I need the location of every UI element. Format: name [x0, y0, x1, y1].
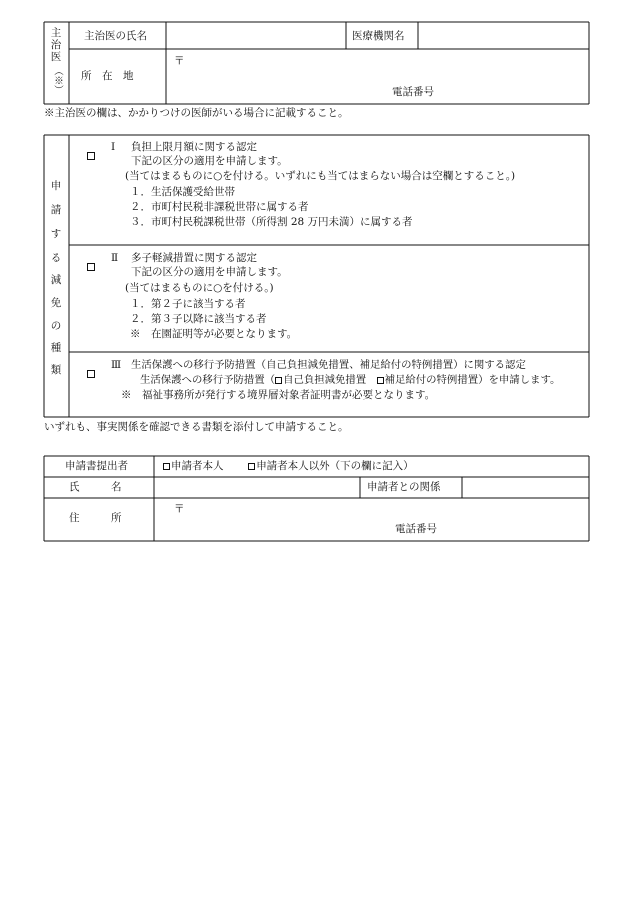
- side-char: の: [50, 320, 62, 332]
- self-burden-option: 自己負担減免措置: [283, 374, 377, 386]
- section3-line1-prefix: 生活保護への移行予防措置（: [140, 374, 276, 386]
- side-char: （※）: [52, 65, 63, 95]
- physician-name-label: 主治医の氏名: [84, 30, 147, 42]
- section3-numeral: Ⅲ: [111, 359, 122, 371]
- section1-line2: (当てはまるものに○を付ける。いずれにも当てはまらない場合は空欄とすること。): [125, 170, 516, 182]
- supplement-option: 補足給付の特例措置）を申請します。: [384, 374, 561, 386]
- relation-label: 申請者との関係: [367, 481, 441, 493]
- section3-line1: [140, 374, 560, 387]
- submitter-options: [163, 460, 414, 473]
- side-char: 請: [50, 204, 62, 216]
- side-char: る: [50, 252, 62, 264]
- section2-checkbox[interactable]: [87, 255, 95, 274]
- section2-item[interactable]: １．第２子に該当する者: [130, 298, 246, 310]
- submitter-name-field[interactable]: [156, 479, 358, 496]
- supplement-checkbox[interactable]: [377, 377, 384, 384]
- section3-checkbox[interactable]: [87, 362, 96, 381]
- physician-name-field[interactable]: [168, 24, 344, 47]
- section1-item[interactable]: １．生活保護受給世帯: [130, 186, 235, 198]
- other-checkbox[interactable]: [248, 463, 255, 470]
- self-option: 申請者本人: [171, 460, 224, 472]
- institution-label: 医療機関名: [352, 30, 405, 42]
- section1-numeral: Ⅰ: [111, 141, 116, 153]
- section3-line2: ※ 福祉事務所が発行する境界層対象者証明書が必要となります。: [121, 389, 436, 401]
- side-char: 種: [50, 342, 62, 354]
- section2-line1: 下記の区分の適用を申請します。: [131, 266, 288, 278]
- side-char: 主: [50, 27, 62, 39]
- section2-numeral: Ⅱ: [111, 252, 119, 264]
- physician-phone-label: 電話番号: [392, 86, 434, 98]
- self-checkbox[interactable]: [163, 463, 170, 470]
- side-char: 医: [50, 51, 62, 63]
- side-char: 類: [50, 364, 62, 376]
- section2-note: ※ 在園証明等が必要となります。: [130, 328, 298, 340]
- submitter-label: 申請書提出者: [65, 460, 128, 472]
- section2-title: 多子軽減措置に関する認定: [131, 252, 257, 264]
- physician-note: ※主治医の欄は、かかりつけの医師がいる場合に記載すること。: [44, 107, 349, 119]
- section3-title: 生活保護への移行予防措置（自己負担減免措置、補足給付の特例措置）に関する認定: [131, 359, 526, 371]
- postal-mark: 〒: [174, 503, 185, 515]
- side-char: 免: [50, 297, 62, 309]
- side-char: 減: [50, 274, 62, 286]
- other-option: 申請者本人以外（下の欄に記入）: [256, 460, 414, 472]
- institution-field[interactable]: [420, 24, 587, 47]
- section1-item[interactable]: ２．市町村民税非課税世帯に属する者: [130, 201, 309, 213]
- self-burden-checkbox[interactable]: [275, 377, 282, 384]
- submitter-phone-label: 電話番号: [395, 523, 437, 535]
- reduction-note: いずれも、事実関係を確認できる書類を添付して申請すること。: [44, 421, 349, 433]
- side-char: 治: [50, 39, 62, 51]
- postal-mark: 〒: [174, 55, 185, 67]
- side-char: 申: [50, 180, 62, 192]
- section1-item[interactable]: ３．市町村民税課税世帯（所得割 28 万円未満）に属する者: [130, 216, 413, 228]
- section1-line1: 下記の区分の適用を申請します。: [131, 155, 288, 167]
- submitter-name-label: 氏 名: [69, 481, 122, 493]
- section1-checkbox[interactable]: [87, 144, 95, 163]
- section2-line2: (当てはまるものに○を付ける。): [125, 282, 274, 294]
- submitter-address-field[interactable]: [156, 500, 587, 539]
- submitter-address-label: 住 所: [69, 512, 122, 524]
- physician-address-field[interactable]: [168, 51, 587, 102]
- section2-item[interactable]: ２．第３子以降に該当する者: [130, 313, 267, 325]
- physician-address-label: 所 在 地: [81, 70, 134, 82]
- relation-field[interactable]: [464, 479, 587, 496]
- side-char: す: [50, 228, 62, 240]
- section1-title: 負担上限月額に関する認定: [131, 141, 257, 153]
